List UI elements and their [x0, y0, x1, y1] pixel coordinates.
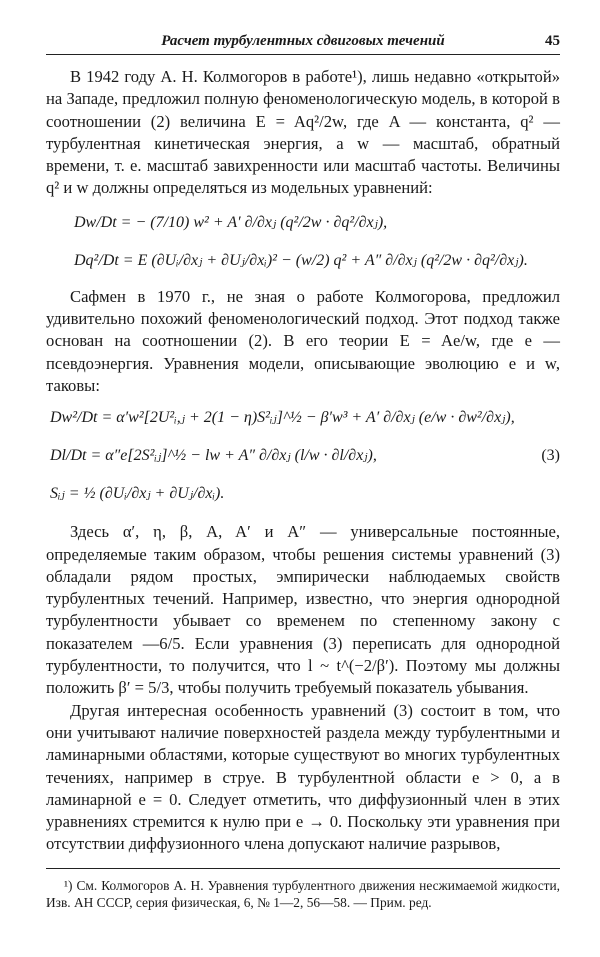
- equation-text: Dw/Dt = − (7/10) w² + A′ ∂/∂xⱼ (q²/2w · ∂q²/∂xⱼ),: [74, 213, 388, 231]
- equation-dw-dt: [46, 204, 560, 242]
- equation-dl-dt: [46, 437, 560, 475]
- equation-text: Dl/Dt = α″e[2S²ᵢⱼ]^½ − lw + A″ ∂/∂xⱼ (l/w · ∂l/∂xⱼ),: [50, 447, 377, 465]
- equation-dw2-dt: [46, 399, 560, 437]
- equation-block-kolmogorov: [46, 204, 560, 280]
- running-title: Расчет турбулентных сдвиговых течений: [161, 33, 445, 49]
- paragraph-kolmogorov: В 1942 году А. Н. Колмогоров в работе¹), лишь недавно «открытой» на Западе, предложил полную феноменологическую модель, в которой в соотношении (2) величина E = Aq²/2w, где A — константа, q² — турбулентная кинетическая энергия, а w — масштаб, обратный времени, т. е. масштаб завихренности или масштаб частоты. Величины q² и w должны определяться из модельных уравнений:: [46, 67, 560, 198]
- footnote: [46, 868, 560, 911]
- equation-text: Dq²/Dt = E (∂Uᵢ/∂xⱼ + ∂Uⱼ/∂xᵢ)² − (w/2) q² + A″ ∂/∂xⱼ (q²/2w · ∂q²/∂xⱼ).: [74, 251, 528, 269]
- equation-sij: [46, 475, 560, 513]
- footnote-text: ¹) См. Колмогоров А. Н. Уравнения турбулентного движения несжимаемой жидкости, Изв. АН СССР, серия физическая, 6, № 1—2, 56—58. — Прим. ред.: [46, 878, 560, 910]
- equation-number: (3): [541, 447, 560, 465]
- running-header: [46, 30, 560, 55]
- equation-dq2-dt: [46, 242, 560, 280]
- equation-text: Sᵢⱼ = ½ (∂Uᵢ/∂xⱼ + ∂Uⱼ/∂xᵢ).: [50, 485, 225, 503]
- equation-block-saffman: [46, 399, 560, 513]
- paragraph-constants: Здесь α′, η, β, A, A′ и A″ — универсальные постоянные, определяемые таким образом, чтобы решения системы уравнений (3) обладали рядом простых, эмпирически наблюдаемых свойств турбулентных течений. Например, известно, что энергия однородной турбулентности убывает со временем по степенному закону с показателем —6/5. Если уравнения (3) переписать для однородной турбулентности, то получится, что l ~ t^(−2/β′). Поэтому мы должны положить β′ = 5/3, чтобы получить требуемый показатель убывания.: [46, 522, 560, 698]
- page-body: [46, 66, 560, 856]
- page-number: 45: [545, 33, 560, 49]
- equation-text: Dw²/Dt = α′w²[2U²ᵢ,ⱼ + 2(1 − η)S²ᵢⱼ]^½ − β′w³ + A′ ∂/∂xⱼ (e/w · ∂w²/∂xⱼ),: [50, 409, 515, 427]
- paragraph-saffman: Сафмен в 1970 г., не зная о работе Колмогорова, предложил удивительно похожий феноменологический подход. Этот подход также основан на соотношении (2). В его теории E = Ae/w, где e — псевдоэнергия. Уравнения модели, описывающие эволюцию e и w, таковы:: [46, 286, 560, 395]
- paragraph-interfaces: Другая интересная особенность уравнений (3) состоит в том, что они учитывают наличие поверхностей раздела между турбулентными и ламинарными областями, которые существуют во многих турбулентных течениях, например в струе. В турбулентной области e > 0, а в ламинарной e = 0. Следует отметить, что диффузионный член в этих уравнениях стремится к нулю при e → 0. Поскольку эти уравнения при отсутствии диффузионного члена допускают наличие разрывов,: [46, 700, 560, 854]
